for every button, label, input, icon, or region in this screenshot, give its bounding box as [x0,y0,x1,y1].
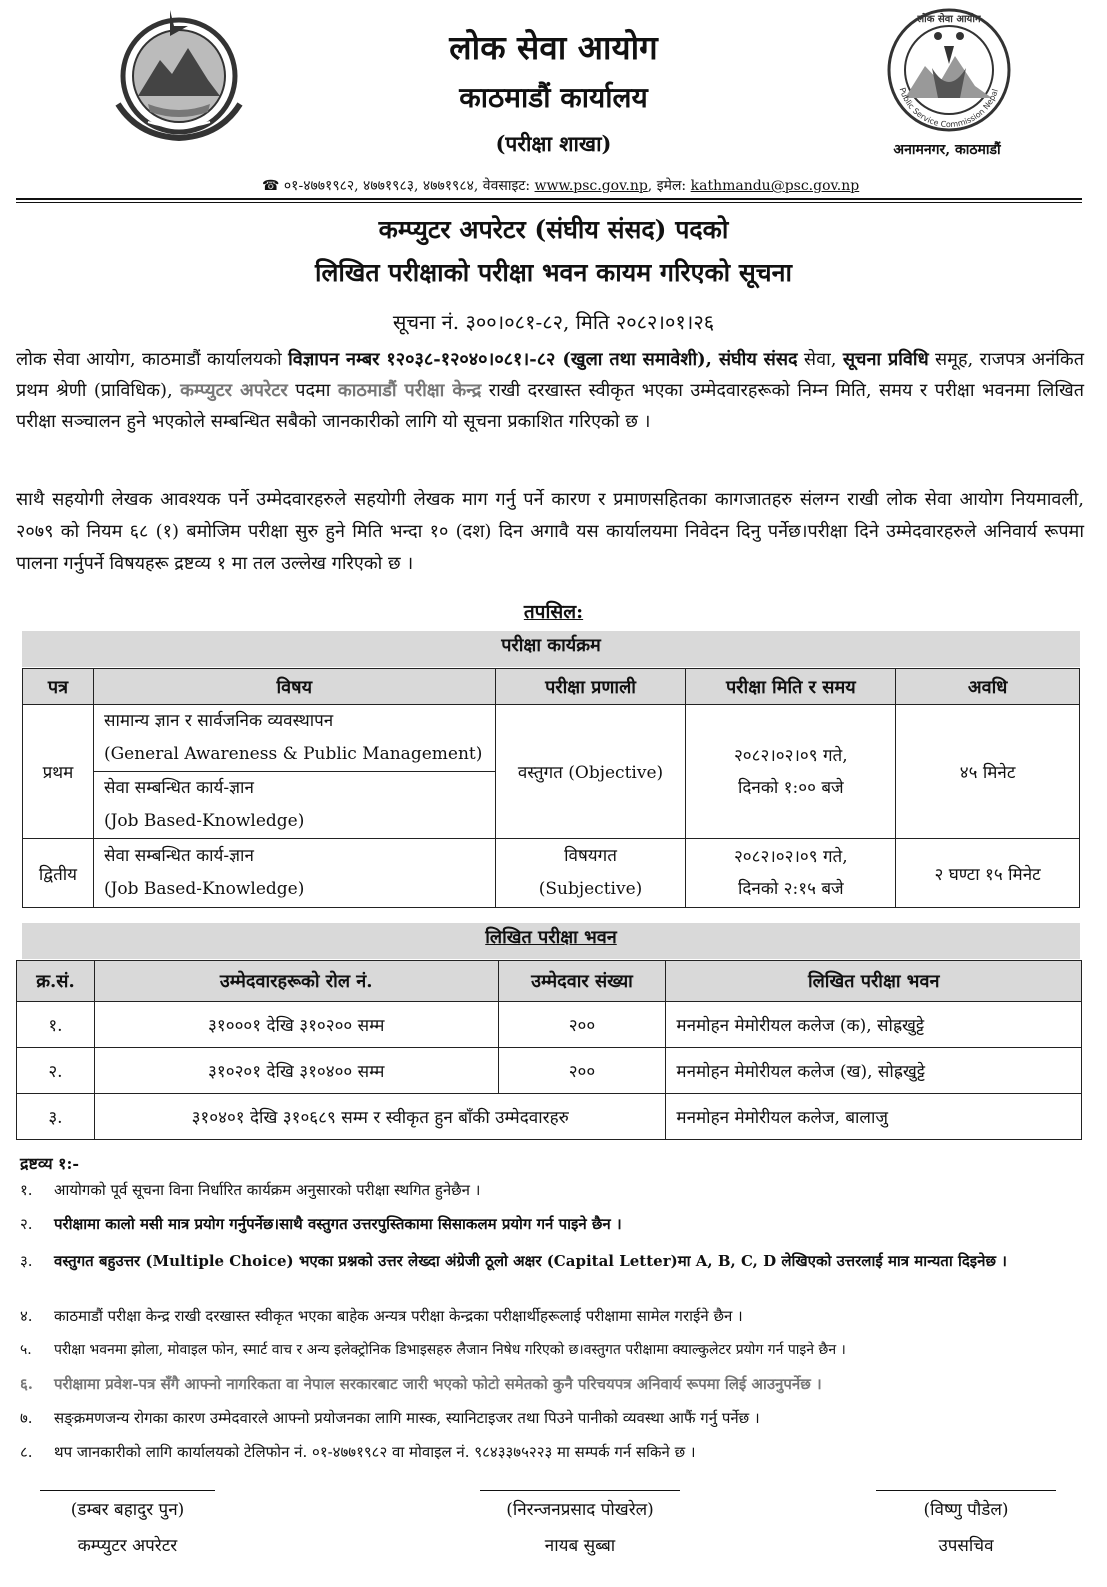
service-group: सूचना प्रविधि [842,349,929,370]
para-text: समूह, राजपत्र अनंकित प्रथम श्रेणी (प्राविधिक), [16,349,1084,401]
notice-reference: सूचना नं. ३००।०८१-८२, मिति २०८२।०१।२६ [392,310,715,334]
header-divider-thin [16,202,1082,203]
exam-centre: काठमाडौं परीक्षा केन्द्र [337,380,482,401]
column-header: परीक्षा मिति र समय [686,669,896,705]
exam-datetime [686,839,896,908]
signature-line [876,1490,1056,1491]
phone-numbers: ०१-४७७१९८२, ४७७१९८३, ४७७१९८४, [283,178,479,194]
exam-time: दिनको १:०० बजे [737,777,844,798]
exam-datetime [686,705,896,839]
note-number: ५. [20,1342,32,1358]
para-text: लोक सेवा आयोग, काठमाडौं कार्यालयको [16,349,289,370]
advertisement-number: विज्ञापन नम्बर १२०३८-१२०४०।०८१।-८२ (खुला तथा समावेशी), संघीय संसद [288,349,798,370]
org-name: लोक सेवा आयोग [449,28,658,67]
venue-band [22,923,1080,959]
note-number: २. [20,1215,33,1233]
exam-date: २०८२।०२।०९ गते, [733,745,848,766]
note-number: ४. [20,1307,33,1325]
exam-system-np: विषयगत [564,846,617,866]
roll-range: ३१०४०१ देखि ३१०६८९ सम्म र स्वीकृत हुन बाँकी उम्मेदवारहरु [94,1094,665,1140]
column-header: अवधि [896,669,1080,705]
exam-system [495,839,686,908]
subject-np: सामान्य ज्ञान र सार्वजनिक व्यवस्थापन [103,711,334,731]
exam-time: दिनको २:१५ बजे [737,879,844,899]
column-header: पत्र [23,669,94,705]
note-number: ८. [20,1443,33,1461]
serial-number: १. [17,1002,95,1048]
notice-title-line2: लिखित परीक्षाको परीक्षा भवन कायम गरिएको सूचना [315,258,792,287]
schedule-band: परीक्षा कार्यक्रम [22,631,1080,667]
note-text: वस्तुगत बहुउत्तर (Multiple Choice) भएका प्रश्नको उत्तर लेख्दा अंग्रेजी ठूलो अक्षर (Capital Letter)मा A, B, C, D लेखिएको उत्तरलाई मात्र मान्यता दिइनेछ । [54,1252,1007,1270]
subject-cell [93,705,495,772]
list-item [20,1248,1090,1306]
note-text: थप जानकारीको लागि कार्यालयको टेलिफोन नं. ०१-४७७१९८२ वा मोवाइल नं. ९८४३३७५२२३ मा सम्पर्क गर्न सकिने छ । [54,1443,696,1461]
office-address: अनामनगर, काठमाडौं [893,142,1001,158]
notes-list [20,1180,1090,1476]
venue-table [16,960,1082,1140]
para-text: पदमा [287,380,338,401]
phone-icon: ☎ [262,178,280,194]
venue-name: मनमोहन मेमोरीयल कलेज (क), सोह्रखुट्टे [666,1002,1082,1048]
paper-name: द्वितीय [23,839,94,908]
paper-name: प्रथम [23,705,94,839]
list-item [20,1442,1090,1476]
note-number: १. [20,1181,33,1199]
exam-duration: २ घण्टा १५ मिनेट [896,839,1080,908]
website-label: वेवसाइट: [482,178,531,194]
note-text: सङ्क्रमणजन्य रोगका कारण उम्मेदवारले आफ्नो प्रयोजनका लागि मास्क, स्यानिटाइजर तथा पिउने पानीको व्यवस्था आफैं गर्नु पर्नेछ । [54,1409,760,1427]
venue-band-title: लिखित परीक्षा भवन [485,927,617,948]
signatory-role: कम्प्युटर अपरेटर [77,1536,178,1556]
venue-name: मनमोहन मेमोरीयल कलेज, बालाजु [666,1094,1082,1140]
signature-line [40,1490,215,1491]
subject-np: सेवा सम्बन्धित कार्य-ज्ञान [103,778,254,798]
note-text: परीक्षामा कालो मसी मात्र प्रयोग गर्नुपर्नेछ।साथै वस्तुगत उत्तरपुस्तिकामा सिसाकलम प्रयोग गर्न पाइने छैन । [54,1215,622,1233]
signature-line [480,1490,680,1491]
list-item [20,1214,1090,1248]
subject-cell [93,839,495,908]
exam-system: वस्तुगत (Objective) [495,705,686,839]
column-header: विषय [93,669,495,705]
table-row [23,839,1080,908]
intro-paragraph [16,344,1084,437]
list-item [20,1180,1090,1214]
venue-name: मनमोहन मेमोरीयल कलेज (ख), सोह्रखुट्टे [666,1048,1082,1094]
exam-duration: ४५ मिनेट [896,705,1080,839]
note-text: परीक्षामा प्रवेश-पत्र सँगै आफ्नो नागरिकता वा नेपाल सरकारबाट जारी भएको फोटो समेतको कुनै परिचयपत्र अनिवार्य रूपमा लिई आउनुपर्नेछ । [54,1375,822,1393]
subject-en: (Job Based-Knowledge) [103,879,305,899]
notice-title-line1: कम्प्युटर अपरेटर (संघीय संसद) पदको [378,215,729,244]
signature-block [40,1490,215,1556]
subject-np: सेवा सम्बन्धित कार्य-ज्ञान [103,846,254,866]
signatory-name: (निरन्जनप्रसाद पोखरेल) [506,1500,654,1520]
note-text: काठमाडौं परीक्षा केन्द्र राखी दरखास्त स्वीकृत भएका बाहेक अन्यत्र परीक्षा केन्द्रका परीक्षार्थीहरूलाई परीक्षामा सामेल गराईने छैन । [54,1307,743,1325]
table-header-row [23,669,1080,705]
para-text: सेवा, [797,349,843,370]
table-header-row [17,961,1082,1002]
column-header: लिखित परीक्षा भवन [666,961,1082,1002]
contact-line [262,176,859,195]
table-row [17,1002,1082,1048]
header-divider [16,198,1082,200]
serial-number: ३. [17,1094,95,1140]
table-row [17,1048,1082,1094]
para-text: राखी दरखास्त स्वीकृत भएका उम्मेदवारहरूको निम्न मिति, समय र परीक्षा भवनमा लिखित परीक्षा सञ्चालन हुने भएकोले सम्बन्धित सबैको जानकारीको लागि यो सूचना प्रकाशित गरिएको छ । [16,380,1084,432]
email-label: , इमेल: [647,178,687,194]
list-item [20,1306,1090,1340]
roll-range: ३१०२०१ देखि ३१०४०० सम्म [94,1048,498,1094]
seal-ring-text: Public Service Commission Nepal [897,86,1000,130]
note-number: ६. [20,1375,34,1393]
office-name: काठमाडौं कार्यालय [459,81,648,114]
post-name: कम्प्युटर अपरेटर [180,380,288,401]
exam-date: २०८२।०२।०९ गते, [733,847,848,867]
signatory-role: नायब सुब्बा [544,1536,616,1556]
website-link[interactable]: www.psc.gov.np [534,178,648,194]
column-header: उम्मेदवार संख्या [498,961,666,1002]
details-heading: तपसिल: [523,601,584,623]
seal-top-text: लोक सेवा आयोग [917,14,981,25]
letterhead [0,0,1107,200]
signature-block [480,1490,680,1556]
serial-number: २. [17,1048,95,1094]
list-item [20,1408,1090,1442]
subject-cell [93,772,495,839]
notes-heading: द्रष्टव्य १:- [20,1154,80,1173]
branch-name: (परीक्षा शाखा) [495,131,612,156]
note-text: आयोगको पूर्व सूचना विना निर्धारित कार्यक्रम अनुसारको परीक्षा स्थगित हुनेछैन । [54,1181,481,1199]
signatory-name: (विष्णु पौडेल) [923,1500,1009,1520]
email-link[interactable]: kathmandu@psc.gov.np [690,178,860,194]
psc-seal-icon [880,6,1018,136]
note-number: ३. [20,1252,33,1270]
schedule-table [22,668,1080,908]
roll-range: ३१०००१ देखि ३१०२०० सम्म [94,1002,498,1048]
exam-system-en: (Subjective) [538,879,643,899]
candidate-count: २०० [498,1002,666,1048]
list-item [20,1340,1090,1374]
signature-block [876,1490,1056,1556]
column-header: क्र.सं. [17,961,95,1002]
list-item [20,1374,1090,1408]
column-header: परीक्षा प्रणाली [495,669,686,705]
candidate-count: २०० [498,1048,666,1094]
column-header: उम्मेदवारहरूको रोल नं. [94,961,498,1002]
subject-en: (General Awareness & Public Management) [103,744,483,764]
table-row [17,1094,1082,1140]
assistant-writer-paragraph: साथै सहयोगी लेखक आवश्यक पर्ने उम्मेदवारहरुले सहयोगी लेखक माग गर्नु पर्ने कारण र प्रमाणसहितका कागजातहरु संलग्न राखी लोक सेवा आयोग नियमावली, २०७९ को नियम ६८ (१) बमोजिम परीक्षा सुरु हुने मिति भन्दा १० (दश) दिन अगावै यस कार्यालयमा निवेदन दिनु पर्नेछ।परीक्षा दिने उम्मेदवारहरुले अनिवार्य रूपमा पालना गर्नुपर्ने विषयहरू द्रष्टव्य १ मा तल उल्लेख गरिएको छ । [16,489,1084,574]
subject-en: (Job Based-Knowledge) [103,811,305,831]
table-row [23,705,1080,772]
note-text: परीक्षा भवनमा झोला, मोवाइल फोन, स्मार्ट वाच र अन्य इलेक्ट्रोनिक डिभाइसहरु लैजान निषेध गरिएको छ।वस्तुगत परीक्षामा क्याल्कुलेटर प्रयोग गर्न पाइने छैन । [54,1342,846,1358]
signatory-role: उपसचिव [938,1536,994,1556]
note-number: ७. [20,1409,33,1427]
signatory-name: (डम्बर बहादुर पुन) [70,1500,185,1520]
